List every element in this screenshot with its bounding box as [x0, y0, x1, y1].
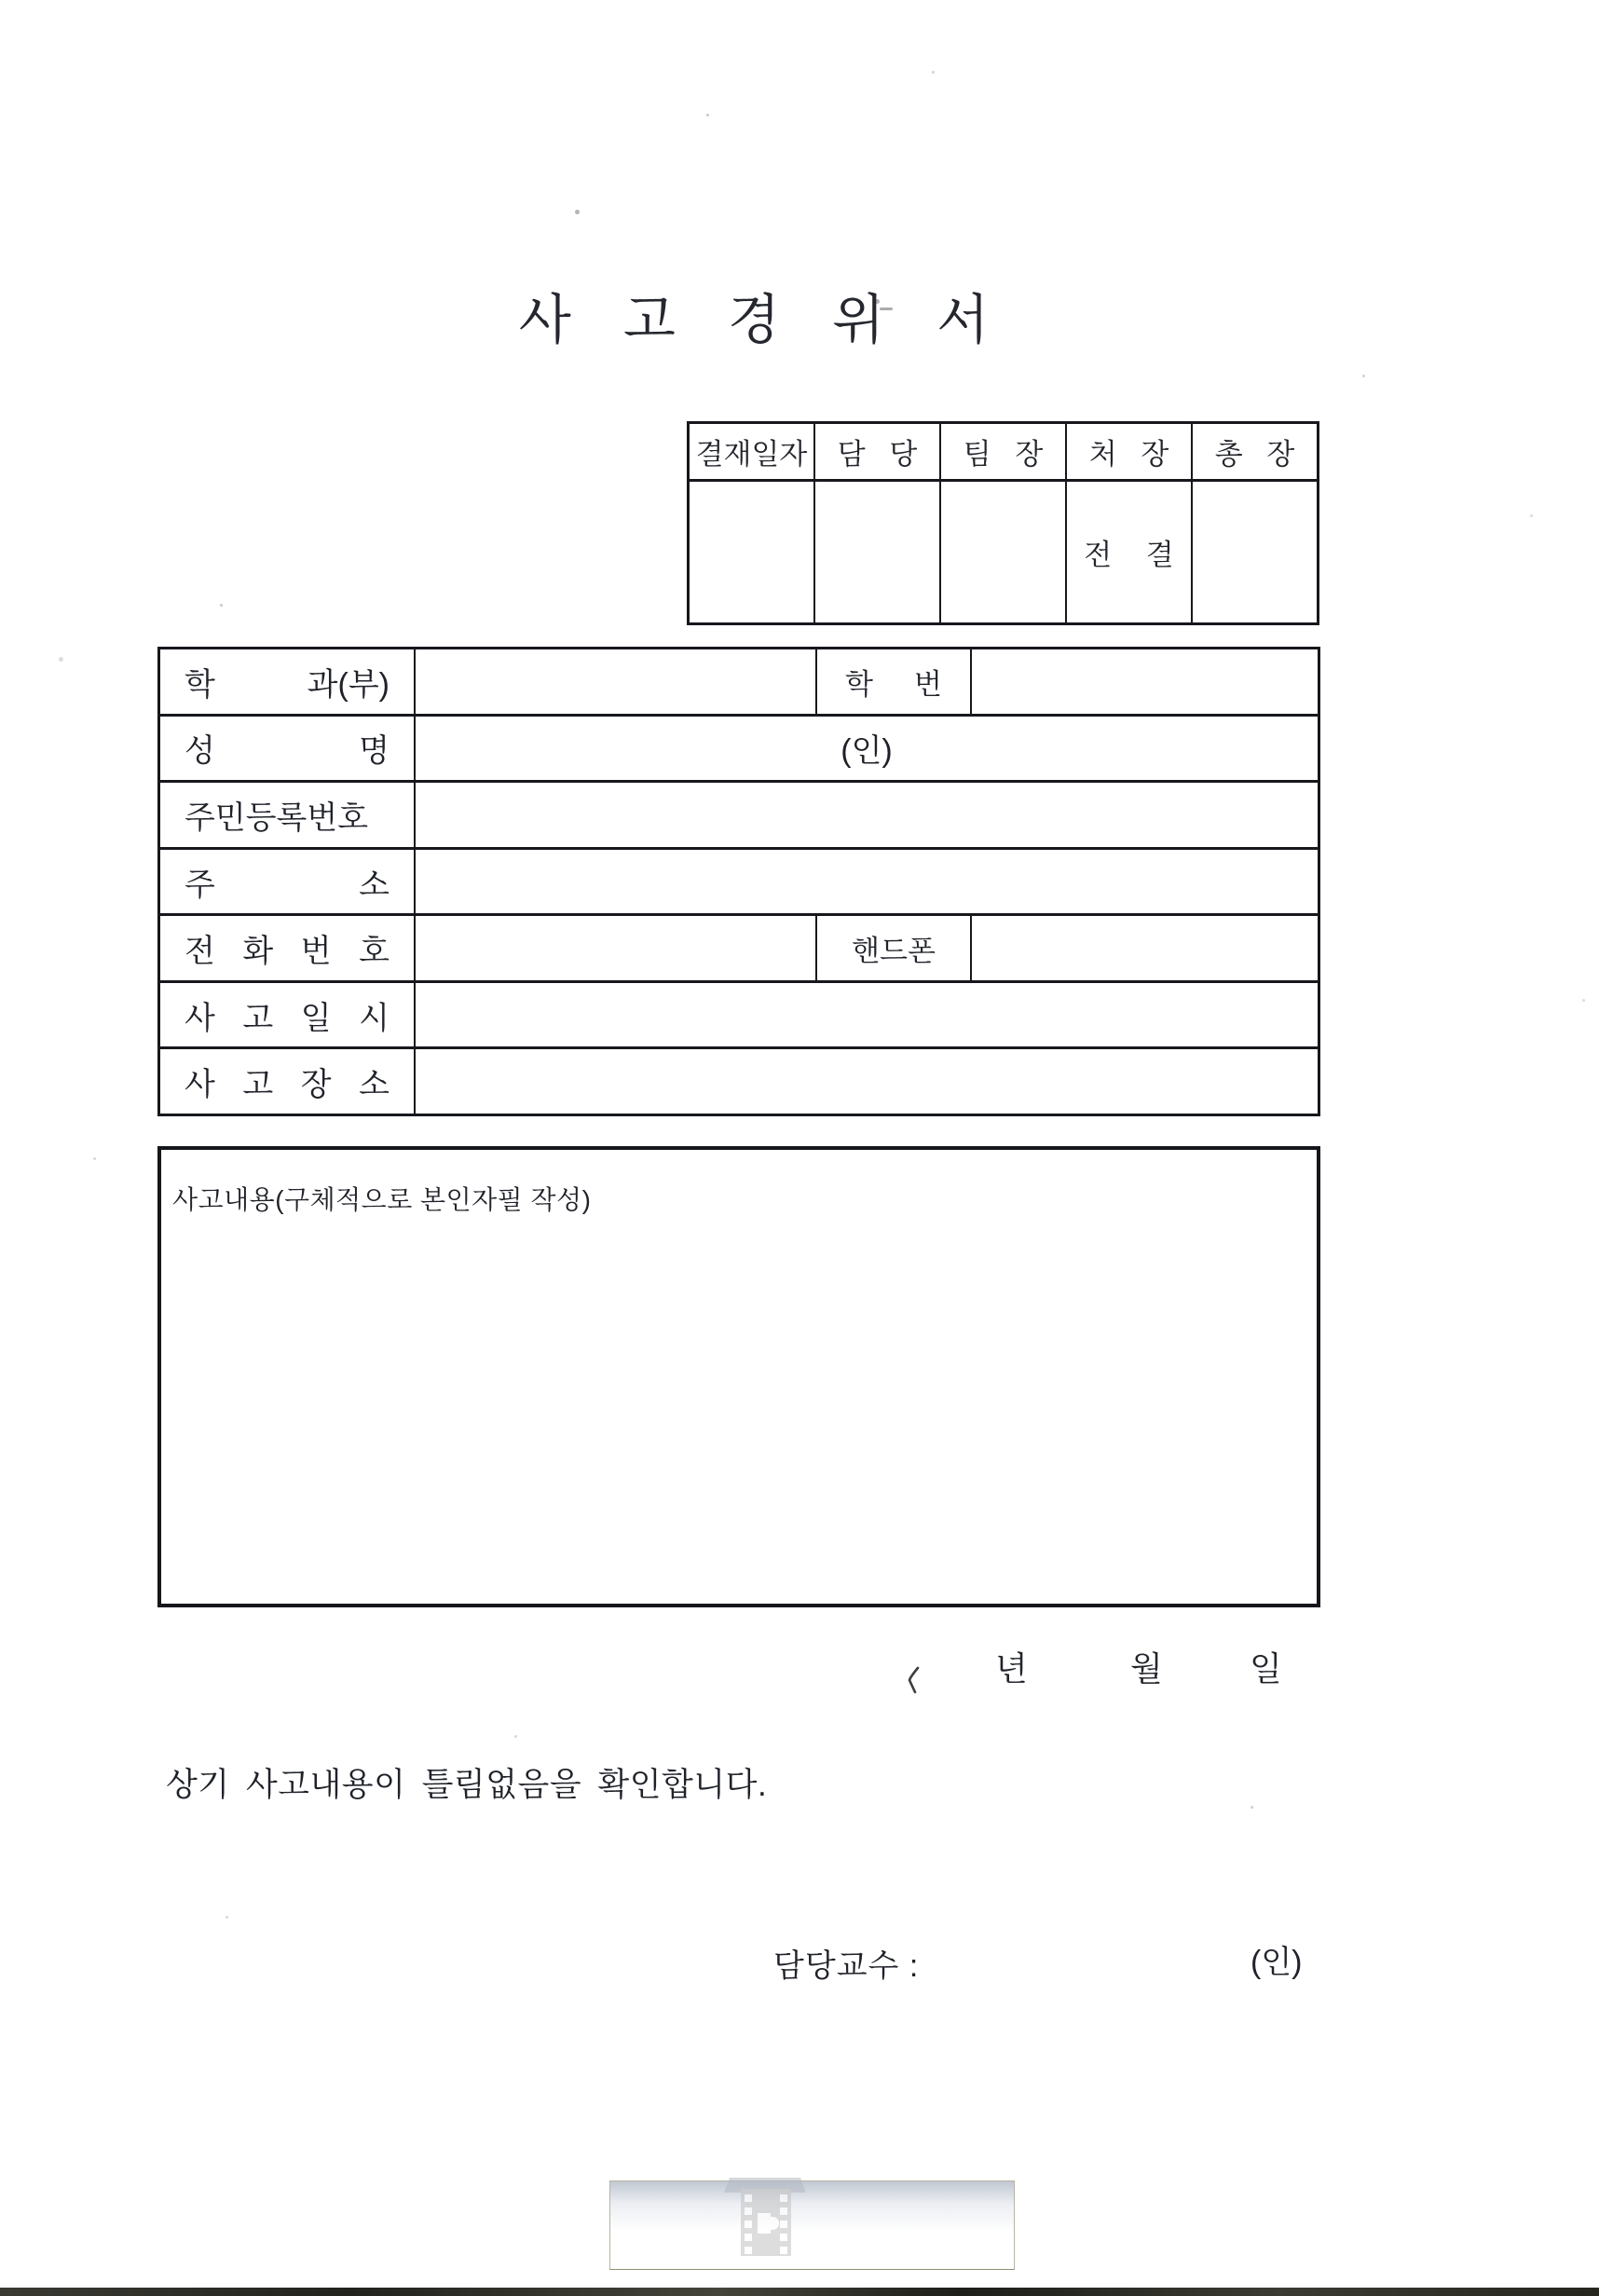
professor-signature-label: 담당교수 :: [773, 1948, 920, 1984]
page-title: 사 고 경 위 서: [518, 290, 991, 350]
address-value-cell: [416, 850, 1318, 914]
row-phone: [160, 916, 1318, 983]
row-name: [160, 717, 1318, 784]
scan-speckles: [0, 0, 3, 3]
ghost-image-artifact: [609, 2180, 1015, 2270]
approval-header-teamlead: 팀 장: [941, 424, 1067, 479]
name-seal-placeholder: (인): [840, 733, 893, 770]
name-label: 성 명: [160, 717, 416, 781]
name-seal-cell: [416, 717, 1318, 781]
phone-value-cell: [416, 916, 817, 980]
accident-location-label: 사 고 장 소: [160, 1049, 416, 1114]
director-delegation-note: 전 결: [1084, 539, 1174, 571]
approval-signature-row: [690, 482, 1317, 622]
student-info-table: [157, 647, 1320, 1116]
approval-header-row: [690, 424, 1317, 482]
department-label: 학 과(부): [160, 649, 416, 714]
stray-pen-mark: [906, 1666, 924, 1696]
department-value-cell: [416, 649, 817, 714]
scan-bottom-edge: [0, 2288, 1599, 2296]
incident-details-label: 사고내용(구체적으로 본인자필 작성): [172, 1185, 592, 1214]
approval-cell-date: [690, 482, 815, 622]
mobile-value-cell: [972, 916, 1318, 980]
approval-header-staff: 담 당: [815, 424, 941, 479]
incident-details-box: [157, 1146, 1320, 1607]
resident-number-label: 주민등록번호: [160, 783, 416, 847]
phone-label: 전 화 번 호: [160, 916, 416, 980]
row-department: [160, 649, 1318, 717]
date-month-label: 월: [1130, 1649, 1163, 1688]
approval-header-director: 처 장: [1067, 424, 1193, 479]
filmstrip-icon: [720, 2178, 810, 2263]
resident-number-value-cell: [416, 783, 1318, 847]
approval-cell-president: [1193, 482, 1317, 622]
date-year-label: 년: [995, 1649, 1028, 1688]
accident-datetime-value-cell: [416, 983, 1318, 1047]
row-accident-location: [160, 1049, 1318, 1114]
row-address: [160, 850, 1318, 917]
student-id-value-cell: [972, 649, 1318, 714]
accident-datetime-label: 사 고 일 시: [160, 983, 416, 1047]
confirmation-statement: 상기 사고내용이 틀림없음을 확인합니다.: [166, 1767, 768, 1803]
approval-table: [687, 421, 1319, 625]
date-day-label: 일: [1250, 1649, 1282, 1688]
row-resident-number: [160, 783, 1318, 850]
approval-header-president: 총 장: [1214, 438, 1295, 471]
mobile-label: 핸드폰: [817, 916, 972, 980]
approval-header-date: 결재일자: [690, 424, 815, 479]
approval-cell-staff: [815, 482, 941, 622]
student-id-label: 학 번: [817, 649, 972, 714]
row-accident-datetime: [160, 983, 1318, 1050]
address-label: 주 소: [160, 850, 416, 914]
professor-seal-placeholder: (인): [1250, 1945, 1303, 1980]
approval-cell-teamlead: [941, 482, 1067, 622]
accident-location-value-cell: [416, 1049, 1318, 1114]
approval-cell-director: [1067, 482, 1193, 622]
